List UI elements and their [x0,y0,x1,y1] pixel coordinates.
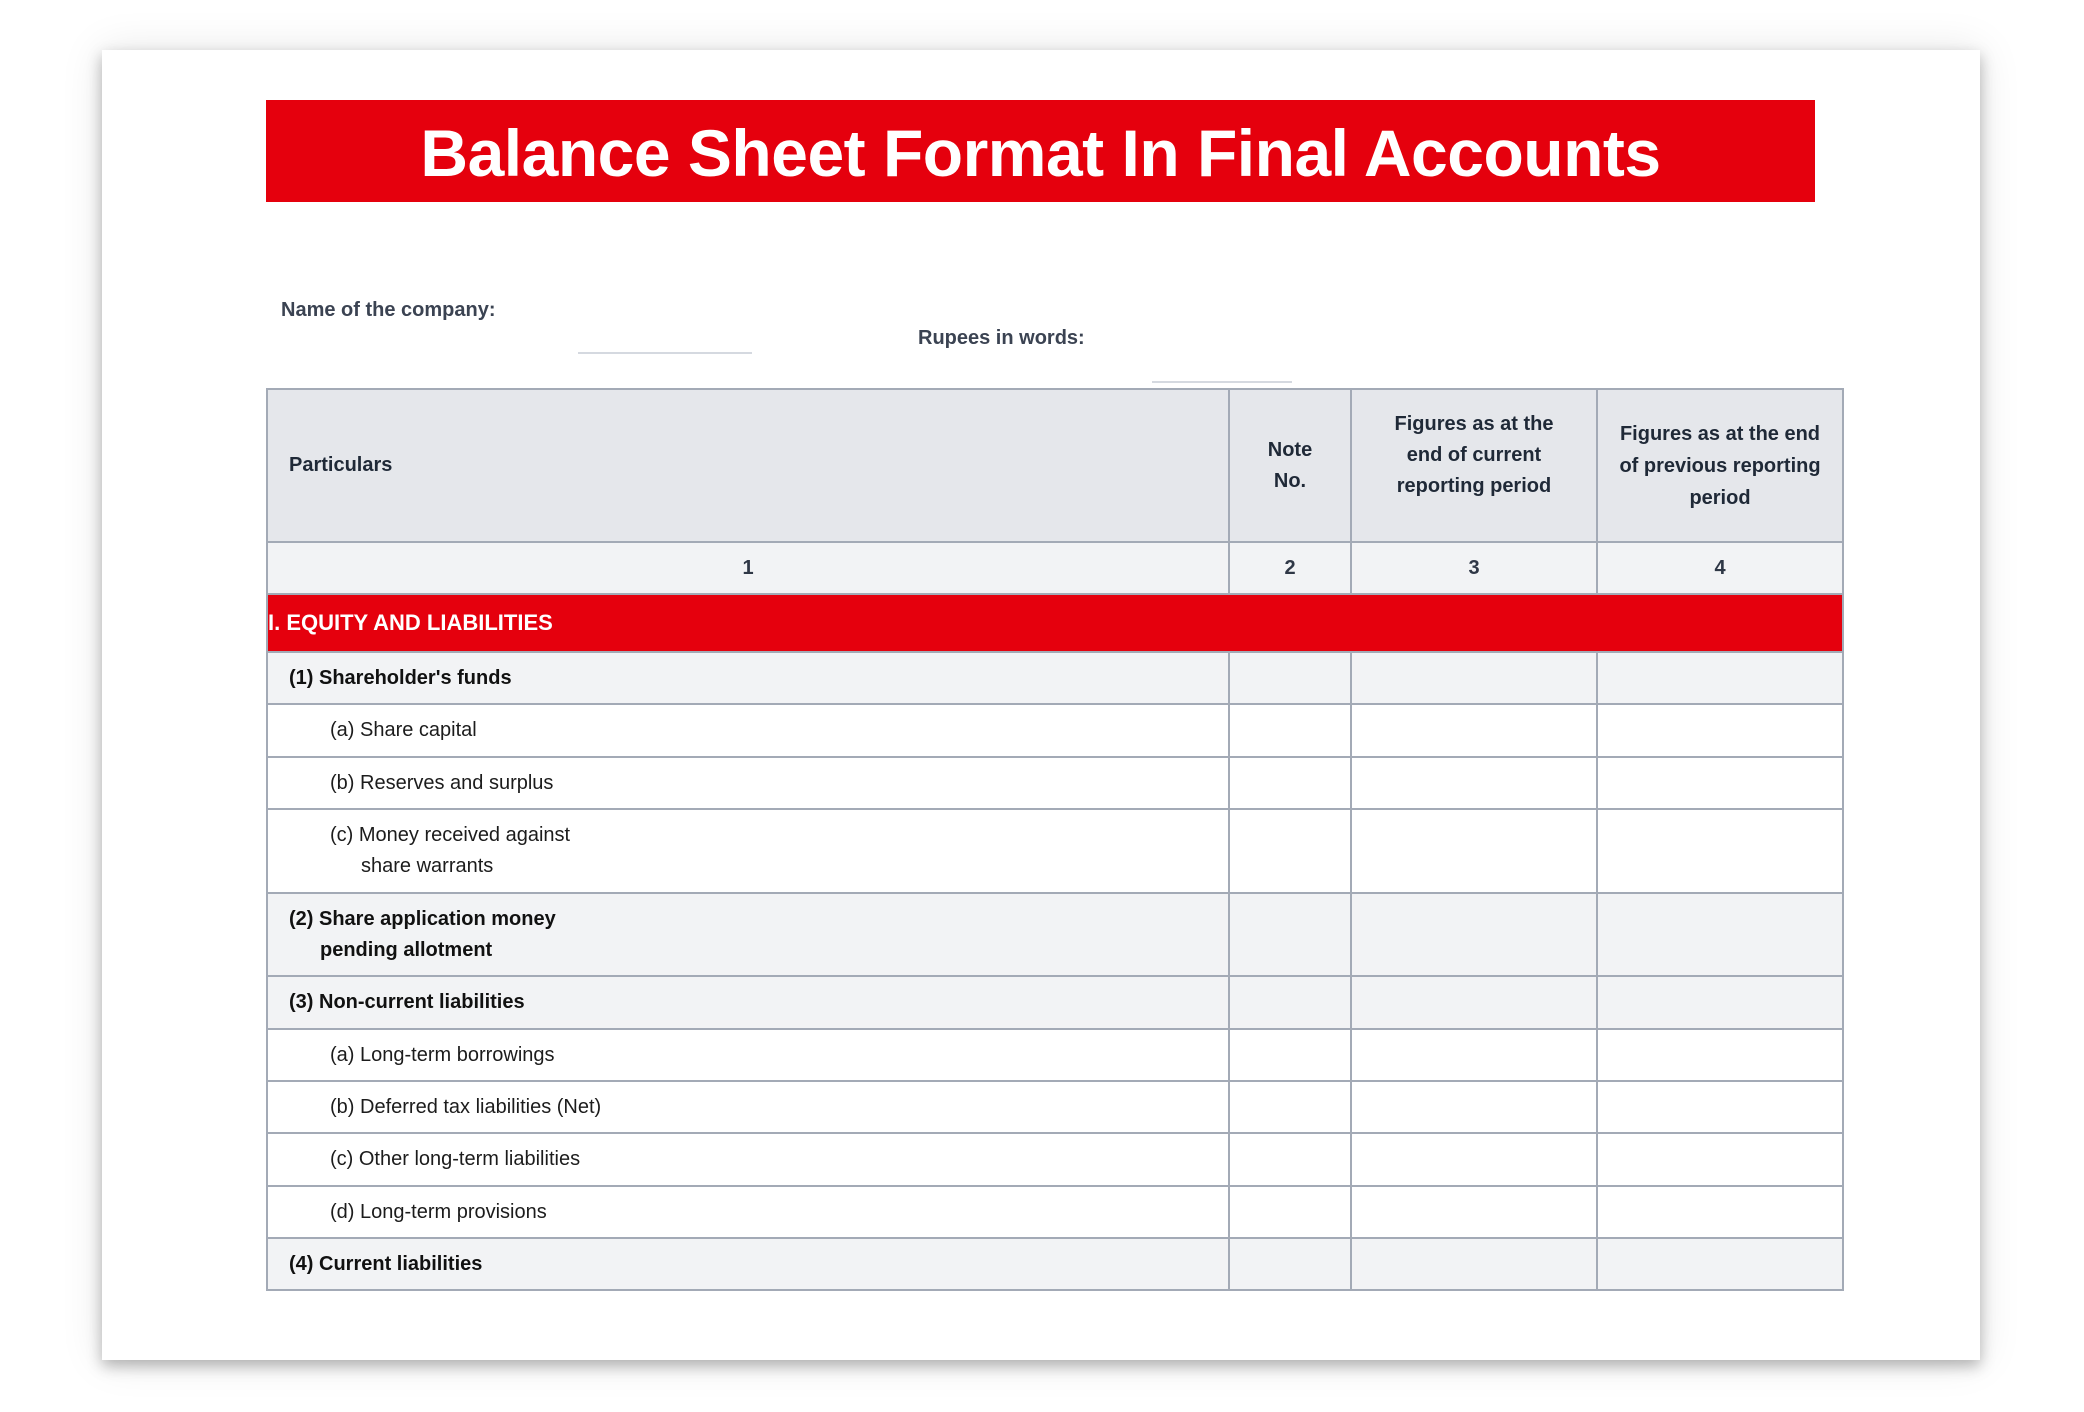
header-particulars: Particulars [267,389,1229,542]
header-previous-line: period [1689,486,1751,509]
item-row [267,704,1843,757]
current-period-cell[interactable] [1351,1238,1597,1290]
previous-period-cell[interactable] [1597,976,1843,1029]
header-note-line: Note [1267,438,1313,461]
rupees-in-words-label: Rupees in words: [918,327,1085,349]
header-note-no [1229,389,1351,542]
particulars-cell [267,1186,1229,1238]
note-no-cell[interactable] [1229,757,1351,809]
header-current-line: Figures as at the [1394,413,1554,435]
item-row [267,1133,1843,1186]
current-period-cell[interactable] [1351,1186,1597,1238]
header-row [267,389,1843,542]
group-row [267,652,1843,704]
particulars-cell [267,1081,1229,1133]
note-no-cell[interactable] [1229,809,1351,893]
particulars-text: share warrants [361,855,494,877]
previous-period-cell[interactable] [1597,809,1843,893]
column-number: 3 [1351,542,1597,594]
current-period-cell[interactable] [1351,652,1597,704]
particulars-cell [267,809,1229,893]
note-no-cell[interactable] [1229,976,1351,1029]
particulars-text: (3) Non-current liabilities [289,991,525,1013]
previous-period-cell[interactable] [1597,1133,1843,1186]
previous-period-cell[interactable] [1597,704,1843,757]
page-title: Balance Sheet Format In Final Accounts [420,116,1661,190]
item-row [267,1029,1843,1081]
previous-period-cell[interactable] [1597,893,1843,976]
item-row [267,1081,1843,1133]
current-period-cell[interactable] [1351,757,1597,809]
note-no-cell[interactable] [1229,1081,1351,1133]
item-row [267,809,1843,893]
header-current-period [1351,389,1597,542]
particulars-cell [267,1029,1229,1081]
rupees-in-words-field[interactable] [1152,381,1292,383]
table-body [267,652,1843,1290]
current-period-cell[interactable] [1351,1029,1597,1081]
particulars-text: (d) Long-term provisions [330,1200,547,1223]
current-period-cell[interactable] [1351,893,1597,976]
particulars-cell [267,1133,1229,1186]
column-number-row [267,542,1843,594]
current-period-cell[interactable] [1351,1081,1597,1133]
company-name-label: Name of the company: [281,299,496,321]
previous-period-cell[interactable] [1597,1186,1843,1238]
group-row [267,893,1843,976]
particulars-text: pending allotment [320,938,493,961]
header-current-line: reporting period [1396,475,1552,497]
item-row [267,1186,1843,1238]
particulars-text: (2) Share application money [289,907,556,930]
header-previous-line: Figures as at the end [1619,422,1821,445]
note-no-cell[interactable] [1229,893,1351,976]
section-title: I. EQUITY AND LIABILITIES [267,594,1843,652]
particulars-cell [267,893,1229,976]
note-no-cell[interactable] [1229,652,1351,704]
column-number: 1 [267,542,1229,594]
particulars-cell [267,652,1229,704]
current-period-cell[interactable] [1351,704,1597,757]
current-period-cell[interactable] [1351,1133,1597,1186]
header-previous-line: of previous reporting [1619,454,1821,477]
particulars-text: (b) Reserves and surplus [330,771,554,794]
previous-period-cell[interactable] [1597,1238,1843,1290]
note-no-cell[interactable] [1229,1186,1351,1238]
note-no-cell[interactable] [1229,1133,1351,1186]
particulars-text: (c) Money received against [330,824,571,846]
current-period-cell[interactable] [1351,809,1597,893]
column-number: 4 [1597,542,1843,594]
title-banner [266,100,1815,202]
note-no-cell[interactable] [1229,704,1351,757]
previous-period-cell[interactable] [1597,757,1843,809]
group-row [267,1238,1843,1290]
particulars-text: (4) Current liabilities [289,1252,483,1275]
previous-period-cell[interactable] [1597,652,1843,704]
particulars-text: (c) Other long-term liabilities [330,1148,581,1170]
previous-period-cell[interactable] [1597,1081,1843,1133]
particulars-cell [267,1238,1229,1290]
column-number: 2 [1229,542,1351,594]
header-note-line: No. [1273,469,1307,492]
particulars-text: (a) Long-term borrowings [330,1043,555,1066]
note-no-cell[interactable] [1229,1029,1351,1081]
particulars-cell [267,704,1229,757]
header-current-line: end of current [1406,444,1542,466]
company-name-field[interactable] [578,352,752,354]
section-row-equity-liabilities [267,594,1843,652]
header-previous-period [1597,389,1843,542]
particulars-cell [267,976,1229,1029]
balance-sheet-table [266,388,1844,1291]
group-row [267,976,1843,1029]
particulars-text: (1) Shareholder's funds [289,666,512,689]
item-row [267,757,1843,809]
particulars-text: (a) Share capital [330,719,477,741]
current-period-cell[interactable] [1351,976,1597,1029]
note-no-cell[interactable] [1229,1238,1351,1290]
particulars-text: (b) Deferred tax liabilities (Net) [330,1095,602,1118]
particulars-cell [267,757,1229,809]
previous-period-cell[interactable] [1597,1029,1843,1081]
